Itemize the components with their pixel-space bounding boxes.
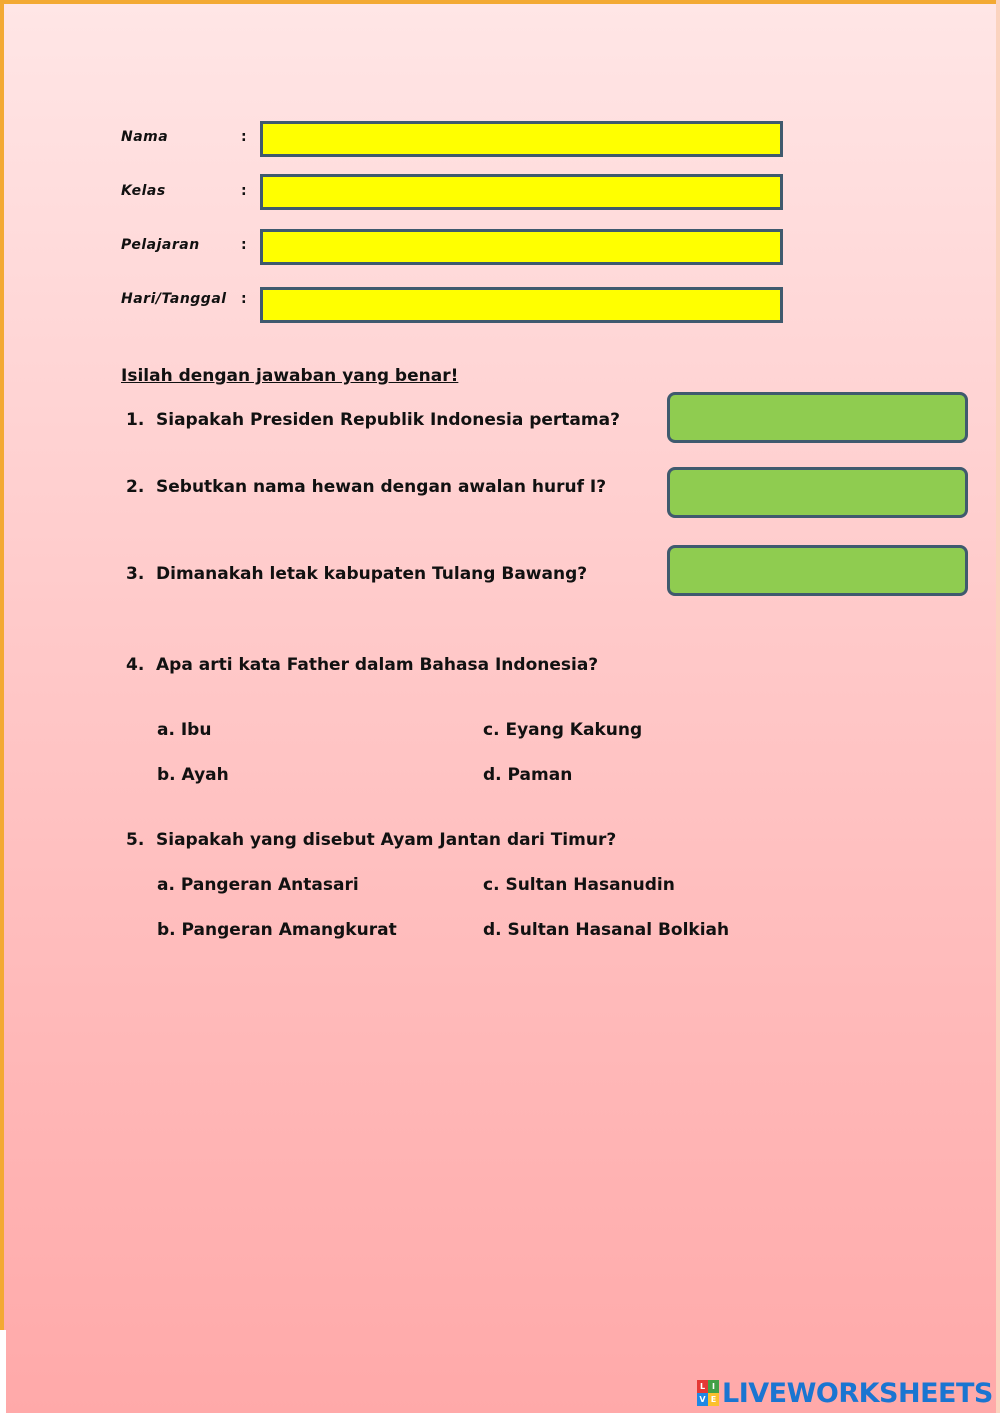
page-border-top [0, 0, 1000, 4]
subject-label: Pelajaran [121, 237, 200, 253]
question-4-option-d[interactable]: d. Paman [483, 765, 573, 785]
question-5-option-d[interactable]: d. Sultan Hasanal Bolkiah [483, 920, 730, 940]
subject-input[interactable] [260, 229, 783, 265]
logo-mark-letter: I [708, 1380, 719, 1393]
question-2 [126, 477, 606, 497]
page-border-right [996, 0, 1000, 1413]
class-label: Kelas [121, 183, 166, 199]
instruction-heading: Isilah dengan jawaban yang benar! [121, 366, 459, 386]
answer-3-input[interactable] [667, 545, 968, 596]
question-5-text: Siapakah yang disebut Ayam Jantan dari Timur? [156, 830, 617, 850]
question-2-text: Sebutkan nama hewan dengan awalan huruf I? [156, 477, 607, 497]
question-5 [126, 830, 616, 850]
class-colon: : [241, 183, 247, 199]
name-input[interactable] [260, 121, 783, 157]
name-colon: : [241, 129, 247, 145]
question-3 [126, 564, 587, 584]
liveworksheets-logo[interactable] [697, 1376, 993, 1410]
date-colon: : [241, 291, 247, 307]
name-label: Nama [121, 129, 169, 145]
date-input[interactable] [260, 287, 783, 323]
question-1 [126, 410, 620, 430]
question-1-text: Siapakah Presiden Republik Indonesia pertama? [156, 410, 620, 430]
question-4-option-b[interactable]: b. Ayah [157, 765, 229, 785]
question-2-number: 2. [126, 477, 145, 497]
question-3-number: 3. [126, 564, 145, 584]
liveworksheets-logo-icon [697, 1380, 719, 1406]
logo-mark-letter: L [697, 1380, 708, 1393]
question-4-option-a[interactable]: a. Ibu [157, 720, 212, 740]
answer-2-input[interactable] [667, 467, 968, 518]
question-5-number: 5. [126, 830, 145, 850]
liveworksheets-logo-text: LIVEWORKSHEETS [722, 1377, 993, 1409]
answer-1-input[interactable] [667, 392, 968, 443]
question-4-text: Apa arti kata Father dalam Bahasa Indonesia? [156, 655, 599, 675]
question-5-option-c[interactable]: c. Sultan Hasanudin [483, 875, 675, 895]
class-input[interactable] [260, 174, 783, 210]
question-4-option-c[interactable]: c. Eyang Kakung [483, 720, 643, 740]
subject-colon: : [241, 237, 247, 253]
question-3-text: Dimanakah letak kabupaten Tulang Bawang? [156, 564, 588, 584]
page-border-left [0, 0, 4, 1330]
question-5-option-b[interactable]: b. Pangeran Amangkurat [157, 920, 397, 940]
question-5-option-a[interactable]: a. Pangeran Antasari [157, 875, 359, 895]
question-4-number: 4. [126, 655, 145, 675]
question-4 [126, 655, 598, 675]
question-1-number: 1. [126, 410, 145, 430]
date-label: Hari/Tanggal [121, 291, 227, 307]
logo-mark-letter: E [708, 1393, 719, 1406]
page-corner [0, 1330, 6, 1413]
logo-mark-letter: V [697, 1393, 708, 1406]
